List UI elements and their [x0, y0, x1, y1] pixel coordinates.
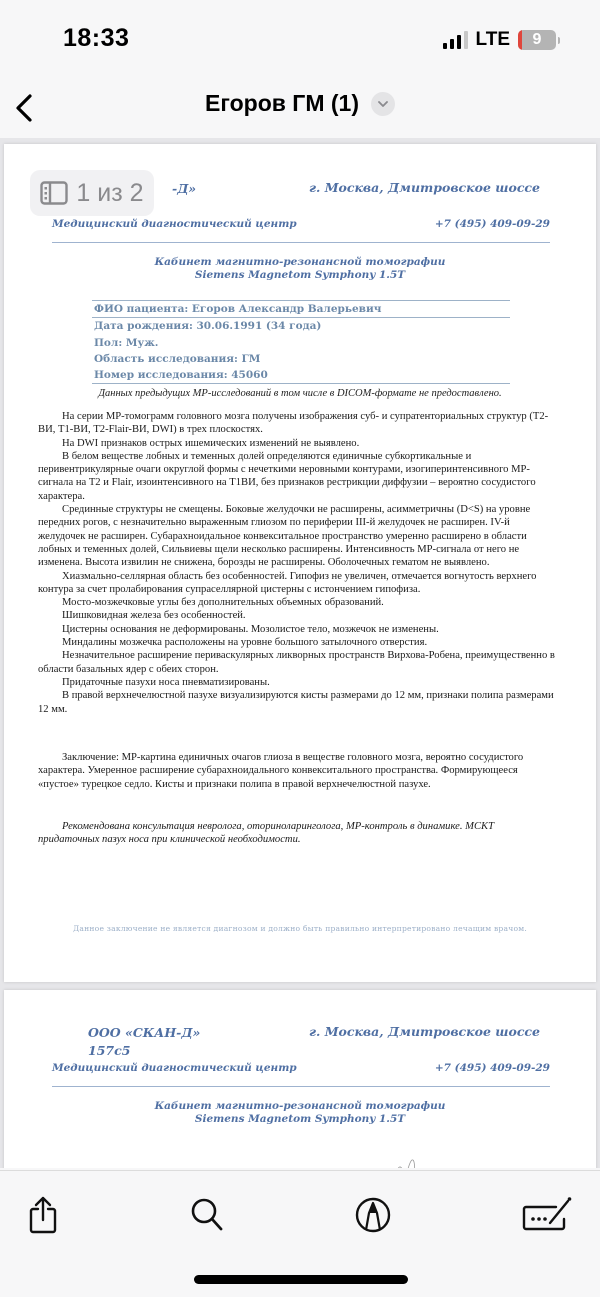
network-type: LTE	[475, 29, 510, 50]
sidebar-icon	[40, 181, 68, 205]
signature-button[interactable]	[522, 1195, 574, 1235]
recommendation: Рекомендована консультация невролога, оториноларинголога, МР-контроль в динамике. МСКТ придаточных пазух носа при клинической необходимости.	[38, 821, 494, 846]
org-name: -Д»	[172, 181, 197, 196]
phone: +7 (495) 409-09-29	[434, 1062, 550, 1074]
patient-info	[92, 300, 510, 384]
cabinet-line-2: Siemens Magnetom Symphony 1.5T	[194, 269, 406, 281]
center-name: Медицинский диагностический центр	[52, 1062, 297, 1074]
org-name: ООО «СКАН-Д»	[88, 1025, 201, 1040]
report-paragraph: Шишковидная железа без особенностей.	[62, 610, 246, 622]
markup-button[interactable]	[353, 1195, 393, 1235]
patient-name: ФИО пациента: Егоров Александр Валерьевич	[94, 303, 382, 315]
status-indicators	[443, 29, 560, 51]
markup-icon	[354, 1195, 392, 1235]
share-button[interactable]	[23, 1195, 63, 1235]
phone: +7 (495) 409-09-29	[434, 218, 550, 230]
home-indicator[interactable]	[194, 1275, 408, 1284]
report-paragraph: В правой верхнечелюстной пазухе визуализируются кисты размерами до 12 мм, признаки полипа размерами 12 мм.	[38, 690, 554, 715]
previous-studies-note: Данных предыдущих МР-исследований в том числе в DICOM-формате не предоставлено.	[98, 388, 502, 399]
cabinet-line-1: Кабинет магнитно-резонансной томографии	[154, 1100, 446, 1112]
battery-tip	[558, 37, 560, 44]
signature-icon	[522, 1195, 574, 1235]
search-button[interactable]	[187, 1195, 227, 1235]
cabinet-line-1: Кабинет магнитно-резонансной томографии	[154, 256, 446, 268]
nav-bar	[0, 80, 600, 138]
report-paragraph: В белом веществе лобных и теменных долей определяются единичные субкортикальные и перивентрикулярные очаги округлой формы с нечеткими неровными контурами, изогиперинтенсивного МР-сигнала на Т2 и Flair, изоинтенсивного на Т1ВИ, без признаков рестрикции диффузии – вероятно сосудистого характера.	[38, 450, 536, 502]
report-paragraph: На DWI признаков острых ишемических изменений не выявлено.	[62, 437, 360, 449]
share-icon	[26, 1195, 60, 1235]
study-area: Область исследования: ГМ	[94, 352, 261, 365]
battery-icon	[518, 30, 556, 50]
header-rule	[52, 242, 550, 243]
signature-mark	[388, 1148, 448, 1168]
center-name: Медицинский диагностический центр	[52, 218, 297, 230]
document-page-1	[4, 144, 596, 982]
report-paragraph: Хиазмально-селлярная область без особенностей. Гипофиз не увеличен, отмечается вогнутость верхнего контура за счет пролабирования супраселлярной цистерны с истончением гипофиза.	[38, 570, 537, 595]
document-page-2	[4, 990, 596, 1168]
report-paragraph: Цистерны основания не деформированы. Мозолистое тело, мозжечок не изменены.	[62, 623, 439, 635]
chevron-down-icon	[371, 92, 395, 116]
battery-level: 9	[532, 31, 542, 48]
address: г. Москва, Дмитровское шоссе	[308, 1024, 540, 1039]
report-paragraph: Срединные структуры не смещены. Боковые желудочки не расширены, асимметричны (D<S) на уровне передних рогов, с незначительно выраженным глиозом по периферии III-й желудочек не расширен. IV-й желудочек не расширен. Субарахноидальное конвекситальное пространство умеренно расширено в области лобных и теменных долей, Сильвиевы щели несколько расширены. Интенсивность МР-сигнала от него не изменена. Высота извилин не снижена, борозды не расширены. Оболочечных гематом не выявлено.	[38, 504, 531, 569]
report-paragraph: Мосто-мозжечковые углы без дополнительных объемных образований.	[62, 597, 384, 609]
page-counter-label: 1 из 2	[76, 178, 144, 207]
report-body	[38, 410, 558, 716]
document-viewer[interactable]	[0, 138, 600, 1168]
address: г. Москва, Дмитровское шоссе	[308, 180, 540, 195]
cabinet-line-2: Siemens Magnetom Symphony 1.5T	[194, 1113, 406, 1125]
org-address-suffix: 157с5	[88, 1043, 131, 1058]
signal-icon	[443, 31, 468, 49]
patient-dob: Дата рождения: 30.06.1991 (34 года)	[94, 320, 322, 333]
report-paragraph: На серии МР-томограмм головного мозга получены изображения суб- и супратенториальных структур (Т2-ВИ, Т1-ВИ, Т2-Flair-ВИ, DWI) в трех плоскостях.	[38, 411, 549, 436]
report-paragraph: Придаточные пазухи носа пневматизированы.	[62, 676, 270, 688]
study-number: Номер исследования: 45060	[94, 369, 268, 382]
report-paragraph: Миндалины мозжечка расположены на уровне большого затылочного отверстия.	[62, 637, 428, 649]
report-paragraph: Незначительное расширение периваскулярных ликворных пространств Вирхова-Робена, преимущественно в области базальных ядер с обеих сторон.	[38, 650, 555, 675]
disclaimer: Данное заключение не является диагнозом и должно быть правильно интерпретировано лечащим врачом.	[73, 924, 527, 933]
status-bar	[0, 0, 600, 80]
conclusion: Заключение: МР-картина единичных очагов глиоза в веществе головного мозга, вероятно сосудистого характера. Умеренное расширение субарахноидального конвекситального пространства. Формирующееся «пустое» турецкое седло. Кисты и признаки полипа в правой верхнечелюстной пазухе.	[38, 752, 524, 790]
document-title: Егоров ГМ (1)	[205, 90, 359, 116]
search-icon	[189, 1195, 225, 1235]
header-rule	[52, 1086, 550, 1087]
title-menu-button[interactable]	[0, 90, 600, 117]
patient-sex: Пол: Муж.	[94, 336, 159, 349]
status-time: 18:33	[63, 24, 130, 52]
page-counter[interactable]	[30, 170, 154, 216]
